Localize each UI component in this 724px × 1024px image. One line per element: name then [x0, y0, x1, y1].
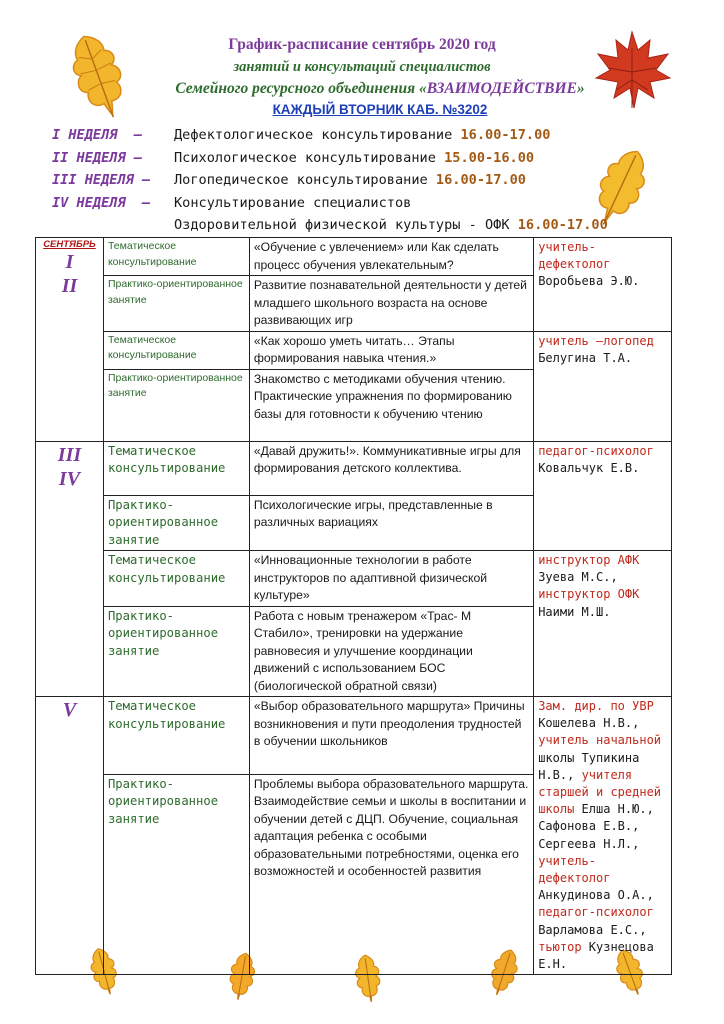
title-line-3-prefix: Семейного ресурсного объединения « [175, 80, 427, 97]
week-label: IV НЕДЕЛЯ – [52, 194, 159, 211]
week-row-4-cont [52, 214, 608, 237]
session-type: Практико-ориентированное занятие [103, 774, 249, 975]
week-cell [36, 441, 104, 697]
week-time: 15.00-16.00 [444, 149, 535, 166]
specialist-name: Белугина Т.А. [538, 350, 633, 365]
specialist-role: Зам. дир. по УВР [538, 699, 654, 713]
week-desc: Оздоровительной физической культуры - ОФК [174, 217, 518, 233]
weeks-list [52, 124, 608, 237]
week-number: IV [58, 467, 81, 490]
title-line-3 [18, 80, 724, 98]
specialist-role: учитель-дефектолог [538, 853, 611, 886]
week-desc: Логопедическое консультирование [174, 172, 436, 188]
session-type: Тематическое консультирование [103, 551, 249, 607]
specialist-cell [534, 551, 672, 697]
specialist-role: педагог-психолог [538, 443, 654, 458]
title-line-3-suffix: » [576, 80, 585, 97]
session-type: Практико-ориентированное занятие [103, 606, 249, 697]
specialist-name: Анкудинова О.А., [538, 888, 654, 903]
specialist-cell [534, 697, 672, 975]
week-cell [36, 238, 104, 442]
week-time: 16.00-17.00 [460, 127, 551, 143]
week-time: 16.00-17.00 [435, 172, 526, 188]
week-time: 16.00-17.00 [517, 217, 608, 233]
specialist-cell [534, 331, 672, 441]
table-row [36, 441, 672, 495]
session-topic: «Давай дружить!». Коммуникативные игры для формирования детского коллектива. [249, 441, 533, 495]
table-row [36, 551, 672, 607]
week-label: II НЕДЕЛЯ – [52, 149, 159, 166]
specialist-role: инструктор ОФК [538, 587, 640, 602]
week-number: I [65, 251, 74, 273]
specialist-name: Варламова Е.С., [538, 922, 647, 937]
table-row [36, 238, 672, 276]
specialist-name: Зуева М.С., [538, 570, 618, 585]
week-number: V [62, 699, 77, 721]
session-type: Тематическое консультирование [103, 331, 249, 369]
specialist-name: Воробьева Э.Ю. [538, 274, 640, 289]
week-text [174, 147, 534, 170]
week-text [174, 169, 526, 192]
specialist-name: школы Тупикина Н.В., [538, 750, 640, 782]
specialist-name: Наими М.Ш. [538, 604, 611, 619]
session-topic: Работа с новым тренажером «Трас- М Стабило», тренировки на удержание равновесия и улучшение координации движений с использованием БОС (биологической обратной связи) [249, 606, 533, 697]
week-desc: Консультирование специалистов [174, 194, 412, 211]
session-topic: «Как хорошо уметь читать… Этапы формирования навыка чтения.» [249, 331, 533, 369]
specialist-name: Елша Н.Ю., Сафонова Е.В., Сергеева Н.Л., [538, 802, 654, 851]
table-row [36, 331, 672, 369]
specialist-role: учитель –логопед [538, 333, 654, 348]
specialist-role: учитель-дефектолог [538, 240, 611, 272]
session-topic: «Обучение с увлечением» или Как сделать процесс обучения увлекательным? [249, 238, 533, 276]
week-number: III [57, 443, 82, 466]
session-topic: Проблемы выбора образовательного маршрута. Взаимодействие семьи и школы в воспитании и обучении детей с ДЦП. Обучение, социальная адаптация ребенка с особыми образовательными потребностями, оценка его возможностей и особенностей развития [249, 774, 533, 975]
week-cell [36, 697, 104, 975]
week-row-2 [52, 147, 608, 170]
schedule-table [35, 237, 672, 975]
specialist-role: учитель начальной [538, 733, 662, 748]
document-title [0, 36, 724, 117]
session-type: Практико-ориентированное занятие [103, 369, 249, 441]
session-type: Тематическое консультирование [103, 697, 249, 775]
table-row [36, 697, 672, 775]
schedule-subtitle: КАЖДЫЙ ВТОРНИК КАБ. №3202 [272, 102, 488, 117]
title-line-2: занятий и консультаций специалистов [233, 59, 491, 75]
session-topic: «Выбор образовательного маршрута» Причины возникновения и пути преодоления трудностей в обучении школьников [249, 697, 533, 775]
week-desc: Дефектологическое консультирование [174, 127, 461, 143]
specialist-name: Ковальчук Е.В. [538, 460, 640, 475]
week-text [174, 214, 608, 237]
week-text [174, 124, 550, 147]
specialist-role: инструктор АФК [538, 553, 640, 567]
specialist-name: Кошелева Н.В., [538, 716, 640, 731]
week-label: I НЕДЕЛЯ – [52, 127, 159, 143]
session-type: Практико-ориентированное занятие [103, 276, 249, 332]
specialist-cell [534, 238, 672, 332]
session-topic: Развитие познавательной деятельности у детей младшего школьного возраста на основе развивающих игр [249, 276, 533, 332]
week-row-1 [52, 124, 608, 147]
specialist-cell [534, 441, 672, 551]
session-topic: «Инновационные технологии в работе инструкторов по адаптивной физической культуре» [249, 551, 533, 607]
session-topic: Знакомство с методиками обучения чтению. Практические упражнения по формированию базы для готовности к обучению чтению [249, 369, 533, 441]
week-row-4 [52, 192, 608, 215]
session-type: Тематическое консультирование [103, 441, 249, 495]
month-header: СЕНТЯБРЬ [43, 239, 96, 250]
week-row-3 [52, 169, 608, 192]
week-number: II [61, 275, 78, 297]
association-name: ВЗАИМОДЕЙСТВИЕ [426, 80, 577, 97]
title-line-1: График-расписание сентябрь 2020 год [228, 36, 496, 53]
specialist-role: педагог-психолог [538, 905, 654, 920]
week-label: III НЕДЕЛЯ – [52, 172, 159, 188]
specialist-name: Кузнецова Е.Н. [538, 939, 654, 972]
specialist-role: учителя старшей и средней школы [538, 767, 662, 817]
session-type: Практико-ориентированное занятие [103, 495, 249, 551]
session-type: Тематическое консультирование [103, 238, 249, 276]
week-desc: Психологическое консультирование [174, 149, 445, 166]
specialist-role: тьютор [538, 939, 582, 954]
session-topic: Психологические игры, представленные в различных вариациях [249, 495, 533, 551]
